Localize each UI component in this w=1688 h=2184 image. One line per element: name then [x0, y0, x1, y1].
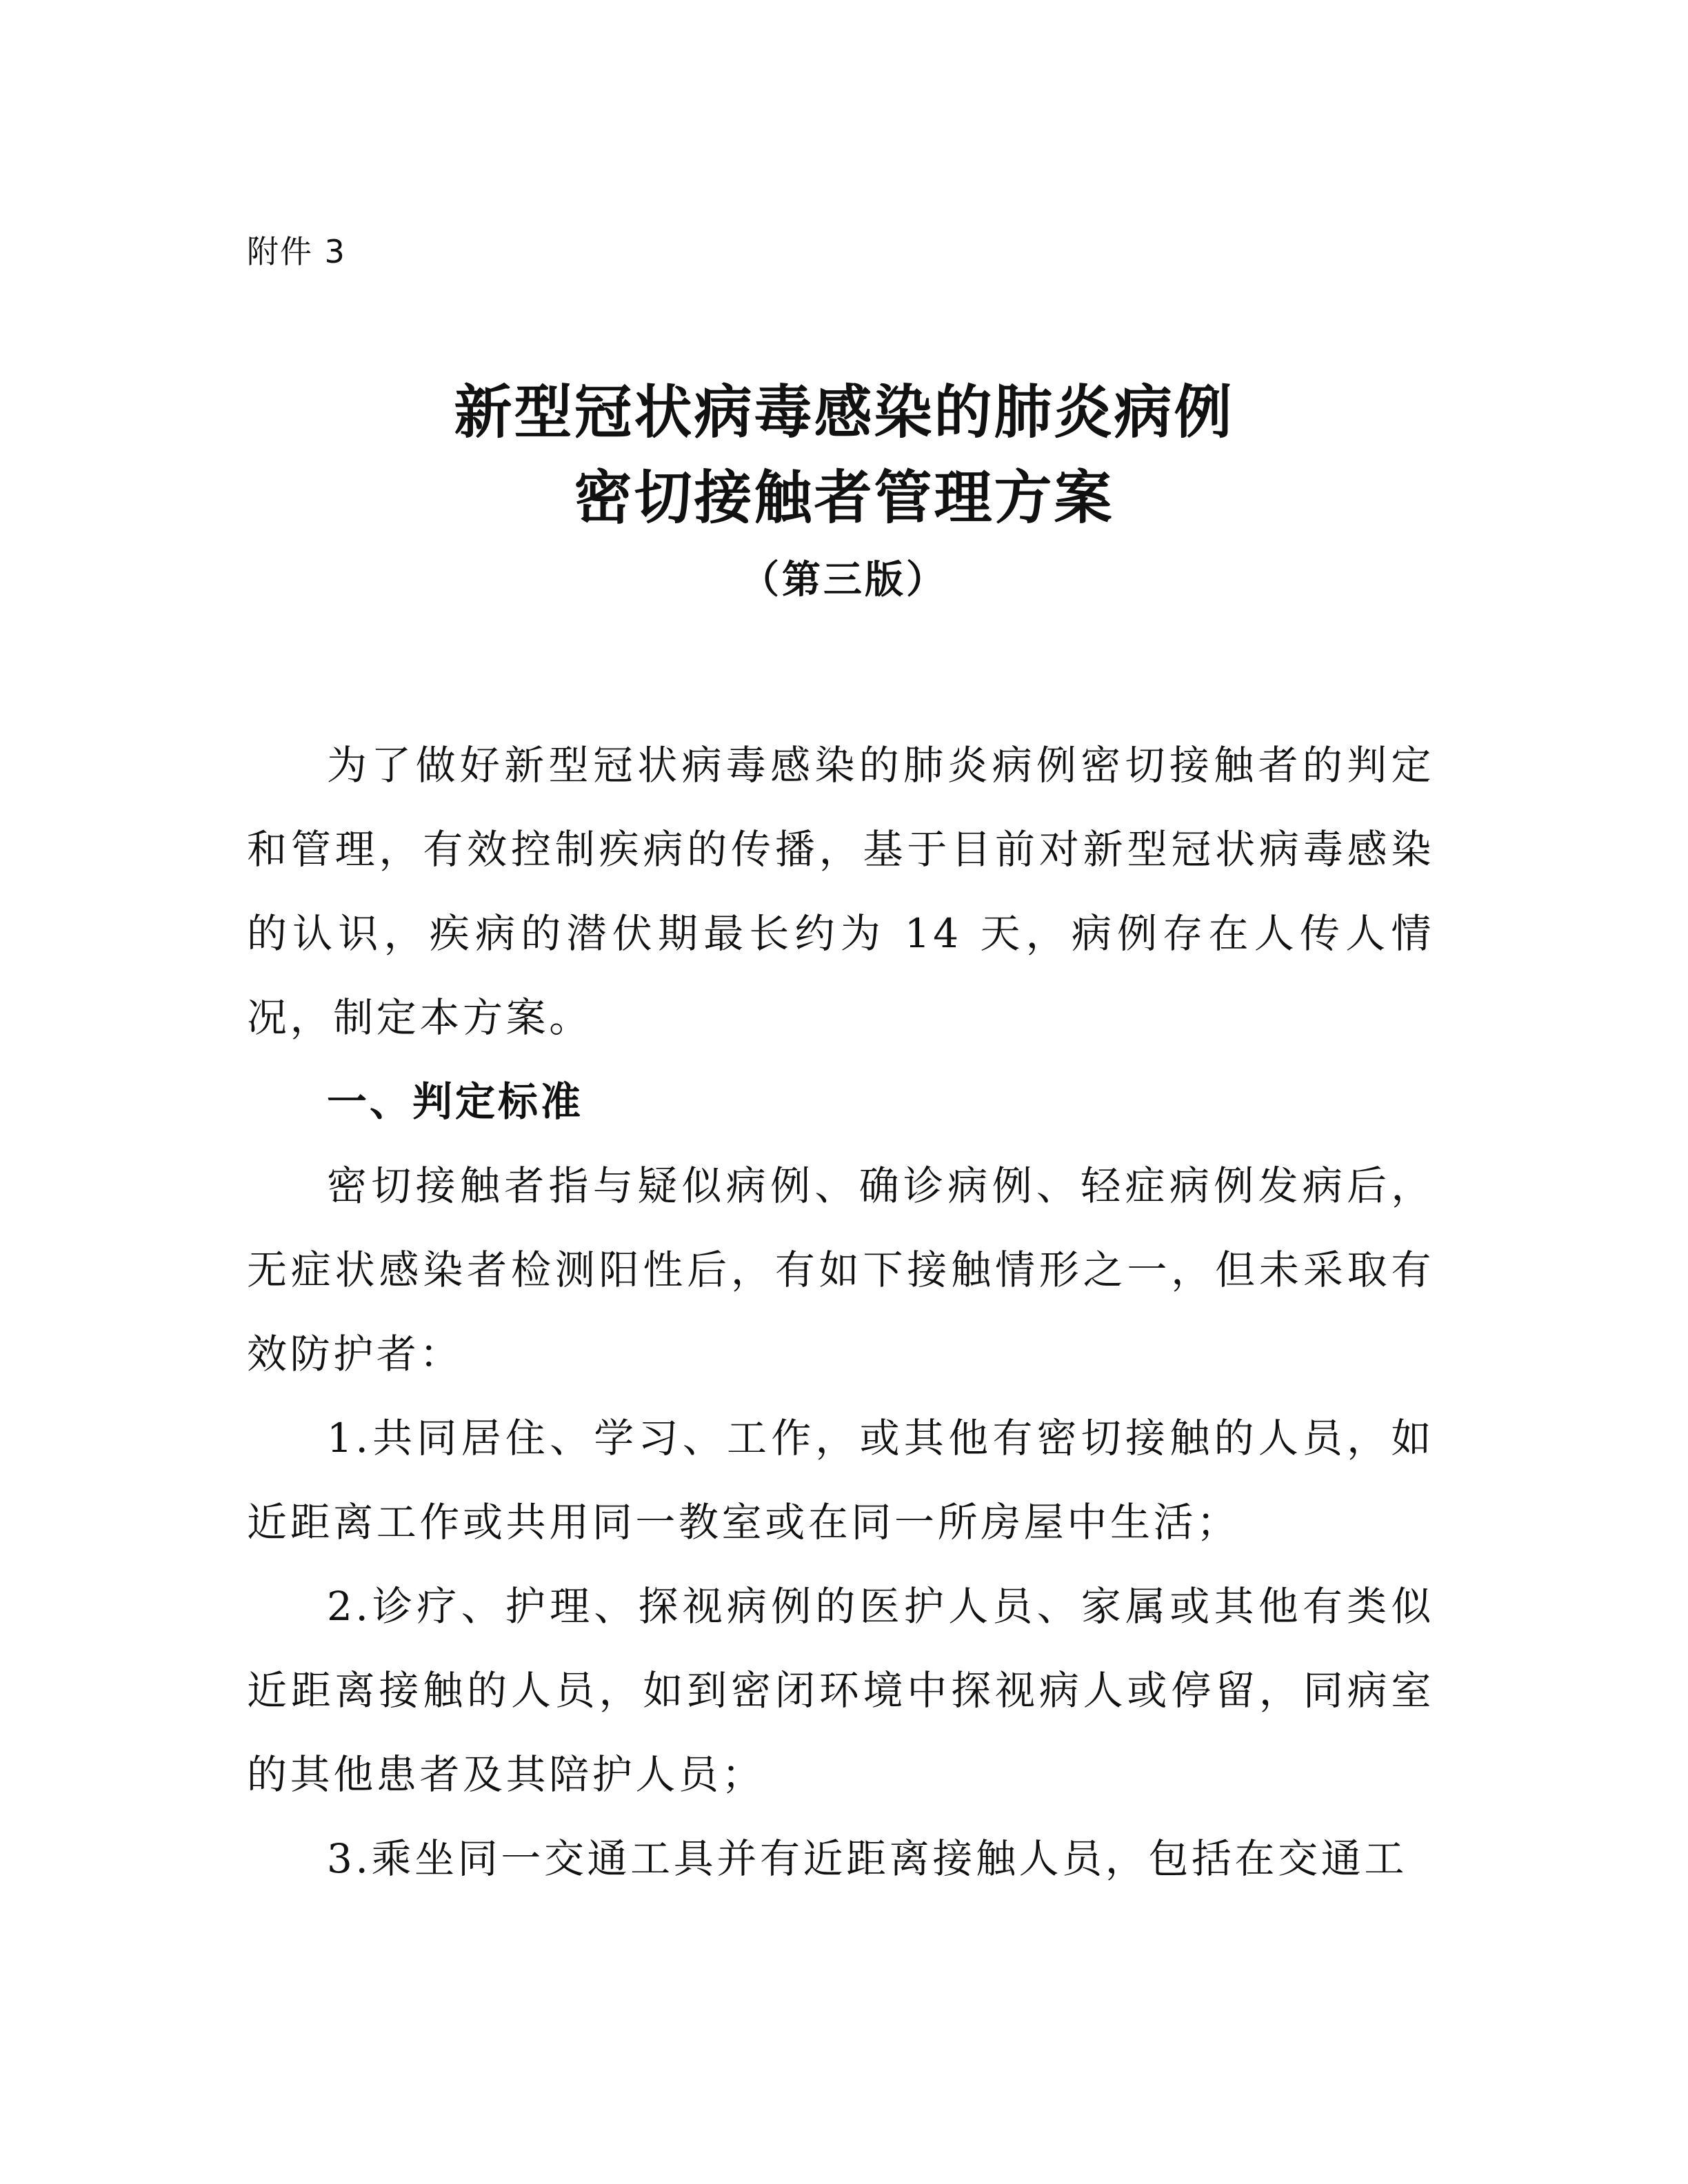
- criteria-paragraph: 密切接触者指与疑似病例、确诊病例、轻症病例发病后，无症状感染者检测阳性后，有如下接触情形之一，但未采取有效防护者：: [247, 1162, 1434, 1377]
- document-body: [247, 723, 1434, 1901]
- document-title-line-2: 密切接触者管理方案: [574, 463, 1114, 532]
- intro-paragraph: 为了做好新型冠状病毒感染的肺炎病例密切接触者的判定和管理，有效控制疾病的传播，基于目前对新型冠状病毒感染的认识，疾病的潜伏期最长约为 14 天，病例存在人传人情况，制定本方案。: [247, 742, 1434, 1041]
- section-heading-criteria: 一、判定标准: [327, 1078, 584, 1125]
- attachment-label: 附件 3: [247, 233, 346, 270]
- criteria-item-2: 2.诊疗、护理、探视病例的医护人员、家属或其他有类似近距离接触的人员，如到密闭环境中探视病人或停留，同病室的其他患者及其陪护人员；: [247, 1583, 1434, 1798]
- criteria-item-1: 1.共同居住、学习、工作，或其他有密切接触的人员，如近距离工作或共用同一教室或在同一所房屋中生活；: [247, 1415, 1434, 1546]
- criteria-item-3: 3.乘坐同一交通工具并有近距离接触人员，包括在交通工: [327, 1835, 1407, 1882]
- document-edition: （第三版）: [741, 558, 947, 603]
- document-title-line-1: 新型冠状病毒感染的肺炎病例: [454, 378, 1234, 446]
